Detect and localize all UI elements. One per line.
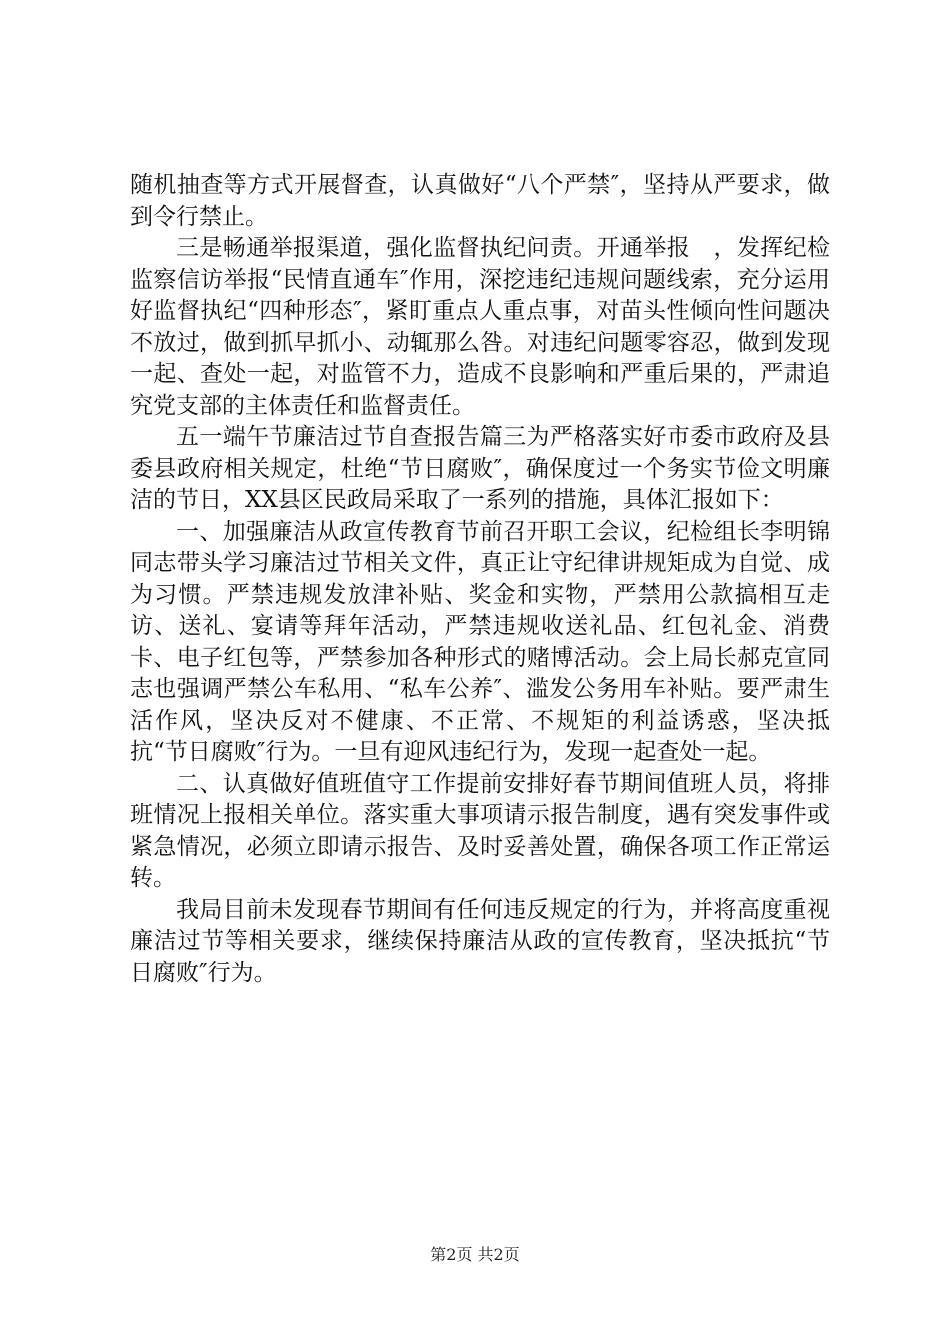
document-body [130,170,830,989]
paragraph-continuation: 随机抽查等方式开展督查，认真做好“八个严禁″，坚持从严要求，做到令行禁止。 [130,172,830,230]
paragraph-report-intro: 五一端午节廉洁过节自查报告篇三为严格落实好市委市政府及县委县政府相关规定，杜绝“节日腐败″，确保度过一个务实节俭文明廉洁的节日，XX县区民政局采取了一系列的措施，具体汇报如下： [130,424,830,513]
page-number-footer: 第2页 共2页 [430,1245,520,1264]
paragraph-conclusion: 我局目前未发现春节期间有任何违反规定的行为，并将高度重视廉洁过节等相关要求，继续保持廉洁从政的宣传教育，坚决抵抗“节日腐败″行为。 [130,896,830,986]
paragraph-education: 一、加强廉洁从政宣传教育节前召开职工会议，纪检组长李明锦同志带头学习廉洁过节相关文件，真正让守纪律讲规矩成为自觉、成为习惯。严禁违规发放津补贴、奖金和实物，严禁用公款搞相互走访、送礼、宴请等拜年活动，严禁违规收送礼品、红包礼金、消费卡、电子红包等，严禁参加各种形式的赌博活动。会上局长郝克宣同志也强调严禁公车私用、“私车公养″、滥发公务用车补贴。要严肃生活作风，坚决反对不健康、不正常、不规矩的利益诱惑，坚决抵抗“节日腐败″行为。一旦有迎风违纪行为，发现一起查处一起。 [130,518,830,765]
paragraph-report-channels: 三是畅通举报渠道，强化监督执纪问责。开通举报 ，发挥纪检监察信访举报“民情直通车″作用，深挖违纪违规问题线索，充分运用好监督执纪“四种形态″，紧盯重点人重点事，对苗头性倾向性问题决不放过，做到抓早抓小、动辄那么咎。对违纪问题零容忍，做到发现一起、查处一起，对监管不力，造成不良影响和严重后果的，严肃追究党支部的主体责任和监督责任。 [130,235,830,419]
paragraph-duty: 二、认真做好值班值守工作提前安排好春节期间值班人员，将排班情况上报相关单位。落实重大事项请示报告制度，遇有突发事件或紧急情况，必须立即请示报告、及时妥善处置，确保各项工作正常运转。 [130,770,830,891]
